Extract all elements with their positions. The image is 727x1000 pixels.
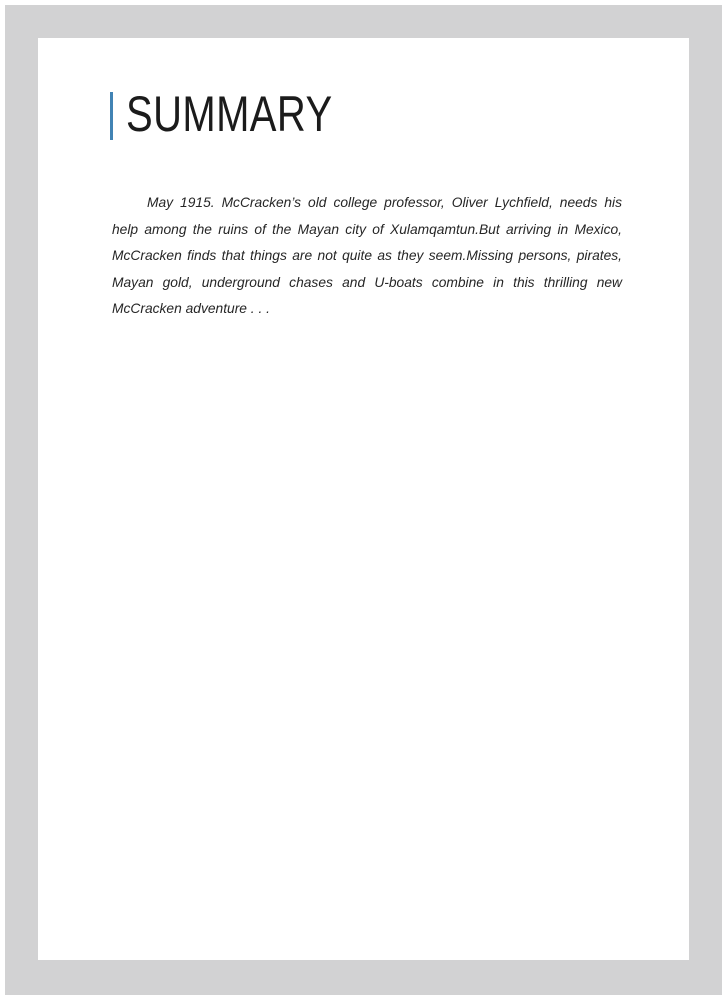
app-background — [5, 5, 722, 995]
summary-line: McCracken adventure . . . — [112, 301, 270, 316]
page-title: SUMMARY — [126, 86, 333, 142]
summary-paragraph — [112, 190, 622, 323]
title-block — [110, 86, 384, 142]
summary-line: Mayan gold, underground chases and U-boats combine in this thrilling new — [112, 274, 622, 290]
summary-line: May 1915. McCracken’s old college professor, Oliver Lychfield, needs his — [147, 195, 622, 210]
document-page — [38, 38, 689, 960]
title-accent-bar — [110, 92, 113, 140]
summary-line: McCracken finds that things are not quite as they seem.Missing persons, pirates, — [112, 248, 622, 263]
summary-line: help among the ruins of the Mayan city of Xulamqamtun.But arriving in Mexico, — [112, 221, 622, 237]
